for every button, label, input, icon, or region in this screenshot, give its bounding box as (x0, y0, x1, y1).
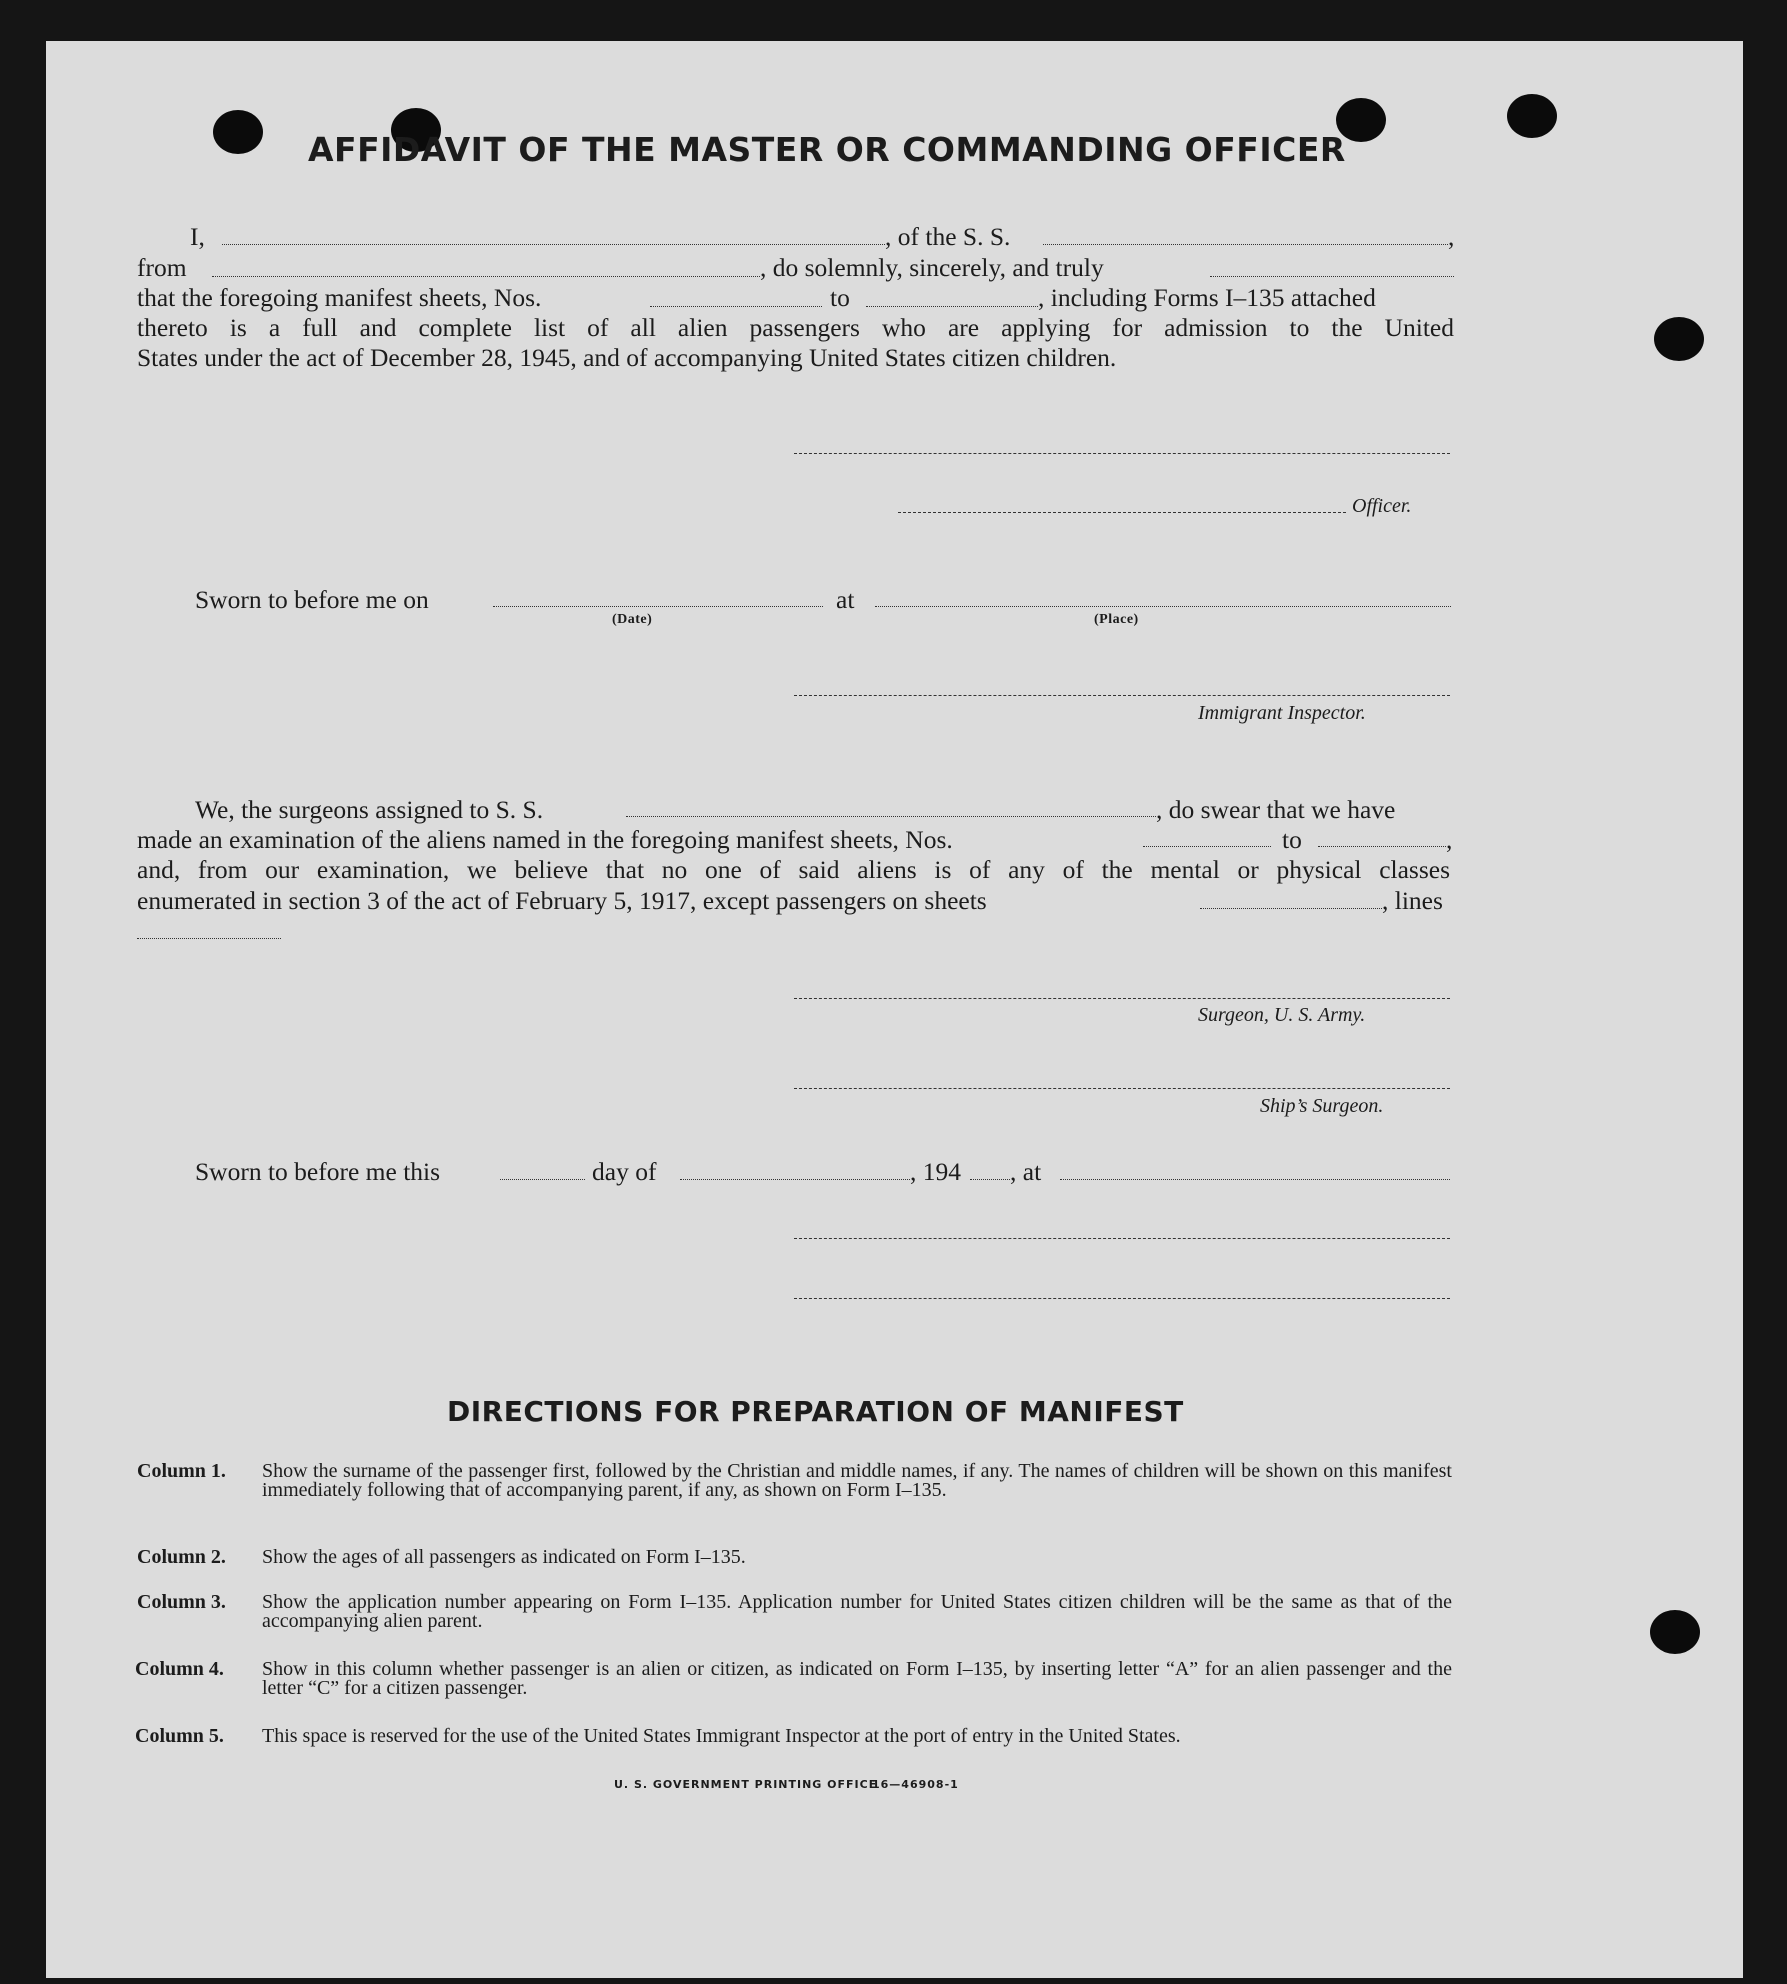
punch-hole (1650, 1610, 1700, 1654)
surgeons-lines: , lines (1382, 886, 1443, 915)
except-lines-field[interactable] (137, 938, 281, 939)
army-surgeon-caption: Surgeon, U. S. Army. (1198, 1004, 1366, 1026)
surgeons-assigned: We, the surgeons assigned to S. S. (195, 795, 544, 824)
surgeons-swear: , do swear that we have (1156, 795, 1396, 824)
directions-title: DIRECTIONS FOR PREPARATION OF MANIFEST (447, 1395, 1184, 1428)
place-caption: (Place) (1094, 612, 1139, 627)
column-3-label: Column 3. (137, 1591, 226, 1613)
sworn-year: , 194 (910, 1157, 961, 1186)
affidavit-i: I, (190, 222, 205, 251)
army-surgeon-signature-line[interactable] (794, 998, 1450, 999)
punch-hole (213, 110, 263, 154)
sworn-before-this: Sworn to before me this (195, 1157, 441, 1186)
sheet-to-field[interactable] (866, 306, 1038, 307)
except-sheets-field[interactable] (1200, 908, 1382, 909)
affidavit-solemnly: , do solemnly, sincerely, and truly (760, 253, 1104, 282)
ship-name-field[interactable] (1043, 244, 1448, 245)
sworn-date-field[interactable] (493, 606, 823, 607)
surgeon-sheet-to-field[interactable] (1318, 846, 1446, 847)
officer-signature-line[interactable] (794, 453, 1450, 454)
sworn-place-field-2[interactable] (1060, 1179, 1450, 1180)
affidavit-title: AFFIDAVIT OF THE MASTER OR COMMANDING OFFICER (308, 130, 1346, 169)
column-1-text: Show the surname of the passenger first, followed by the Christian and middle names, if any. The names of children will be shown on this manifest immediately following that of accompanying parent, if any, as shown on Form I–135. (262, 1460, 1452, 1501)
affidavit-line-4: thereto is a full and complete list of all alien passengers who are applying for admission to the United (137, 313, 1454, 342)
punch-hole (1654, 317, 1704, 361)
affirmation-field[interactable] (1210, 276, 1454, 277)
sworn-place-field[interactable] (875, 606, 1451, 607)
affidavit-line-5: States under the act of December 28, 1945, and of accompanying United States citizen children. (137, 343, 1117, 372)
column-4-label: Column 4. (135, 1658, 224, 1680)
column-5-text: This space is reserved for the use of the United States Immigrant Inspector at the port of entry in the United States. (262, 1725, 1181, 1747)
sworn-year-field[interactable] (970, 1179, 1010, 1180)
sworn-month-field[interactable] (680, 1179, 910, 1180)
column-1-label: Column 1. (137, 1460, 226, 1482)
affidavit-including: , including Forms I–135 attached (1038, 283, 1376, 312)
surgeons-line-3: and, from our examination, we believe that no one of said aliens is of any of the mental or physical classes (137, 855, 1450, 884)
surgeons-enumerated: enumerated in section 3 of the act of February 5, 1917, except passengers on sheets (137, 886, 987, 915)
from-port-field[interactable] (212, 276, 760, 277)
officer-caption: Officer. (1352, 495, 1412, 517)
inspector-caption: Immigrant Inspector. (1198, 702, 1366, 724)
surgeons-comma: , (1446, 825, 1453, 854)
column-5-label: Column 5. (135, 1725, 224, 1747)
master-name-field[interactable] (222, 244, 885, 245)
sworn-before-on: Sworn to before me on (195, 585, 429, 614)
form-number: 16—46908-1 (872, 1778, 959, 1791)
affidavit-of-ss: , of the S. S. (885, 222, 1011, 251)
sworn-signature-line-1[interactable] (794, 1238, 1450, 1239)
sheet-from-field[interactable] (650, 306, 822, 307)
surgeon-ship-field[interactable] (626, 816, 1156, 817)
date-caption: (Date) (612, 612, 653, 627)
affidavit-from: from (137, 253, 187, 282)
printing-office-imprint: U. S. GOVERNMENT PRINTING OFFICE (614, 1778, 878, 1791)
affidavit-comma: , (1448, 222, 1455, 251)
ship-surgeon-signature-line[interactable] (794, 1088, 1450, 1089)
sworn-day-of: day of (592, 1157, 657, 1186)
inspector-signature-line[interactable] (794, 695, 1450, 696)
sworn-signature-line-2[interactable] (794, 1298, 1450, 1299)
affidavit-to: to (830, 283, 850, 312)
punch-hole (1507, 94, 1557, 138)
sworn-at: at (836, 585, 855, 614)
surgeon-sheet-from-field[interactable] (1143, 846, 1271, 847)
surgeons-made-exam: made an examination of the aliens named in the foregoing manifest sheets, Nos. (137, 825, 953, 854)
sworn-at-2: , at (1010, 1157, 1042, 1186)
column-2-text: Show the ages of all passengers as indicated on Form I–135. (262, 1546, 746, 1568)
affidavit-sheets-nos: that the foregoing manifest sheets, Nos. (137, 283, 542, 312)
column-4-text: Show in this column whether passenger is an alien or citizen, as indicated on Form I–135, by inserting letter “A” for an alien passenger and the letter “C” for a citizen passenger. (262, 1658, 1452, 1699)
column-3-text: Show the application number appearing on Form I–135. Application number for United States citizen children will be the same as that of the accompanying alien parent. (262, 1591, 1452, 1632)
ship-surgeon-caption: Ship’s Surgeon. (1260, 1095, 1384, 1117)
column-2-label: Column 2. (137, 1546, 226, 1568)
sworn-day-field[interactable] (500, 1179, 585, 1180)
surgeons-to: to (1282, 825, 1302, 854)
officer-title-line[interactable] (898, 512, 1346, 513)
